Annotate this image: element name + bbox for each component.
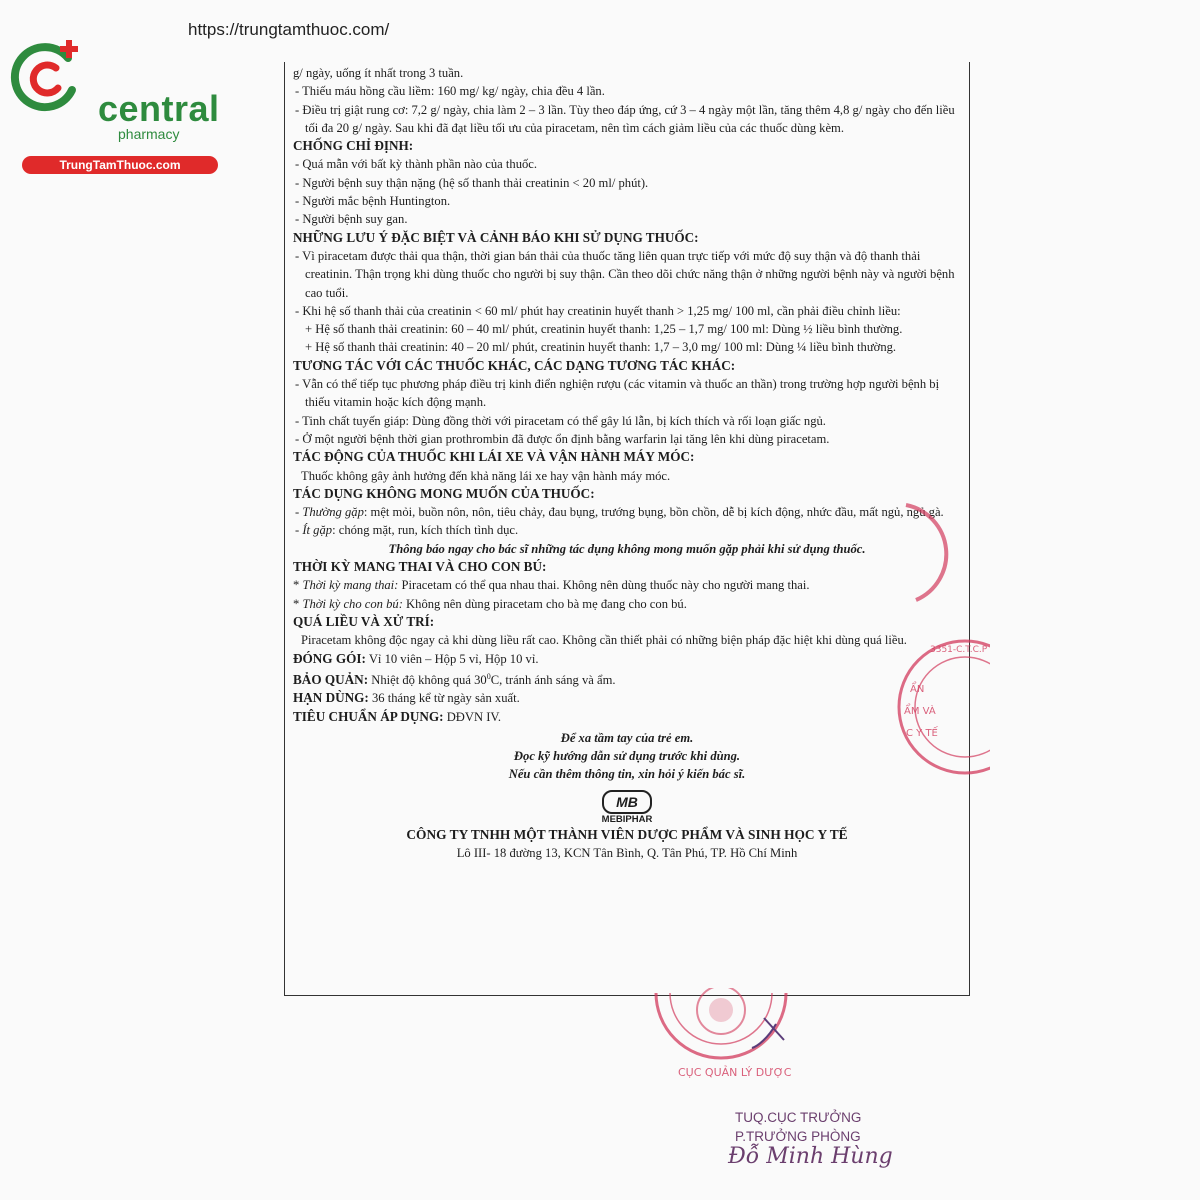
interaction-item: - Vẫn có thể tiếp tục phương pháp điều trị kinh điển nghiện rượu (các vitamin và thuốc an thần) trong trường hợp người bệnh bị thiếu vitamin hoặc kích động mạnh. [295,377,940,410]
company-address: Lô III- 18 đường 13, KCN Tân Bình, Q. Tân Phú, TP. Hồ Chí Minh [456,846,798,861]
notice-line: Nếu cần thêm thông tin, xin hỏi ý kiến bác sĩ. [508,767,746,782]
contraindication-item: - Quá mẫn với bất kỳ thành phần nào của thuốc. [295,157,538,172]
standard-line: TIÊU CHUẨN ÁP DỤNG: DĐVN IV. [293,708,502,724]
interaction-item: - Tinh chất tuyến giáp: Dùng đồng thời với piracetam có thể gây lú lẫn, bị kích thích và rối loạn giấc ngủ. [295,413,826,428]
svg-text:C Y TẾ: C Y TẾ [906,728,938,739]
leaflet-page [284,62,970,996]
company-stamp-icon [880,632,990,782]
mebiphar-logo: MB [293,790,961,814]
pharmacy-logo-icon [10,38,90,118]
section-heading-interactions: TƯƠNG TÁC VỚI CÁC THUỐC KHÁC, CÁC DẠNG TƯƠNG TÁC KHÁC: [293,357,736,373]
shelf-life-line: HẠN DÙNG: 36 tháng kể từ ngày sản xuất. [293,690,520,706]
svg-text:CỤC QUẢN LÝ DƯỢC: CỤC QUẢN LÝ DƯỢC [678,1066,792,1079]
mebiphar-name: MEBIPHAR [601,814,653,826]
lactation-item: * Thời kỳ cho con bú: Không nên dùng piracetam cho bà mẹ đang cho con bú. [293,596,687,611]
side-effect-uncommon: - Ít gặp: chóng mặt, run, kích thích tình dục. [295,523,519,538]
section-heading-pregnancy: THỜI KỲ MANG THAI VÀ CHO CON BÚ: [293,559,547,575]
approval-title: TUQ.CỤC TRƯỞNG [735,1110,862,1125]
contraindication-item: - Người mắc bệnh Huntington. [295,194,451,209]
warning-item: - Khi hệ số thanh thải của creatinin < 60 ml/ phút hay creatinin huyết thanh > 1,25 mg/ 100 ml, cần phải điều chỉnh liều: [295,303,901,318]
contraindication-item: - Người bệnh suy thận nặng (hệ số thanh thải creatinin < 20 ml/ phút). [295,175,649,190]
approval-subtitle: P.TRƯỞNG PHÒNG [735,1129,861,1144]
logo-site-banner: TrungTamThuoc.com [22,156,218,174]
svg-text:ẨN: ẨN [910,684,925,695]
central-pharmacy-logo[interactable] [10,38,220,172]
packaging-line: ĐÓNG GÓI: Vỉ 10 viên – Hộp 5 vỉ, Hộp 10 vỉ. [293,650,539,666]
dosage-line: - Thiếu máu hồng cầu liềm: 160 mg/ kg/ ngày, chia đều 4 lần. [295,84,605,99]
company-name: CÔNG TY TNHH MỘT THÀNH VIÊN DƯỢC PHẨM VÀ SINH HỌC Y TẾ [406,827,848,843]
stamp-arc-icon [896,500,956,610]
contraindication-item: - Người bệnh suy gan. [295,212,408,227]
section-heading-warnings: NHỮNG LƯU Ý ĐẶC BIỆT VÀ CẢNH BÁO KHI SỬ DỤNG THUỐC: [293,229,699,245]
overdose-text: Piracetam không độc ngay cả khi dùng liều rất cao. Không cần thiết phải có những biện pháp đặc hiệt khi dùng quá liều. [301,633,907,648]
agency-stamp-icon [646,988,796,1108]
driving-text: Thuốc không gây ảnh hưởng đến khả năng lái xe hay vận hành máy móc. [301,468,671,483]
dosage-line: - Điều trị giật rung cơ: 7,2 g/ ngày, chia làm 2 – 3 lần. Tùy theo đáp ứng, cứ 3 – 4 ngày một lần, tăng thêm 4,8 g/ ngày cho đến liều tối đa 20 g/ ngày. Sau khi đã đạt liều tối ưu của piracetam, nên tìm cách giảm liều của các thuốc dùng kèm. [295,102,955,135]
source-url[interactable]: https://trungtamthuoc.com/ [188,20,390,39]
dosage-line: g/ ngày, uống ít nhất trong 3 tuần. [293,66,464,80]
approver-signature: Đỗ Minh Hùng [728,1144,893,1169]
side-effect-notice: Thông báo ngay cho bác sĩ những tác dụng không mong muốn gặp phải khi sử dụng thuốc. [388,541,866,556]
warning-subitem: + Hệ số thanh thải creatinin: 60 – 40 ml/ phút, creatinin huyết thanh: 1,25 – 1,7 mg/ 100 ml: Dùng ½ liều bình thường. [305,322,903,337]
section-heading-side-effects: TÁC DỤNG KHÔNG MONG MUỐN CỦA THUỐC: [293,485,595,501]
interaction-item: - Ở một người bệnh thời gian prothrombin đã được ổn định bằng warfarin lại tăng lên khi dùng piracetam. [295,431,830,446]
side-effect-common: - Thường gặp: mệt mỏi, buồn nôn, nôn, tiêu chảy, đau bụng, trướng bụng, bồn chồn, dễ bị kích động, nhức đầu, mất ngủ, ngủ gà. [295,505,944,520]
warning-subitem: + Hệ số thanh thải creatinin: 40 – 20 ml/ phút, creatinin huyết thanh: 1,7 – 3,0 mg/ 100 ml: Dùng ¼ liều bình thường. [305,340,897,355]
section-heading-overdose: QUÁ LIỀU VÀ XỬ TRÍ: [293,613,435,629]
logo-brand-text: central [98,88,220,129]
section-heading-contraindications: CHỐNG CHỈ ĐỊNH: [293,138,414,154]
notice-line: Đọc kỹ hướng dẫn sử dụng trước khi dùng. [513,749,741,764]
section-heading-driving: TÁC ĐỘNG CỦA THUỐC KHI LÁI XE VÀ VẬN HÀNH MÁY MÓC: [293,449,695,465]
svg-text:ẨM VÀ: ẨM VÀ [904,706,936,717]
pregnancy-item: * Thời kỳ mang thai: Piracetam có thể qua nhau thai. Không nên dùng thuốc này cho người mang thai. [293,578,810,593]
approval-block [735,1108,861,1146]
notice-line: Để xa tầm tay của trẻ em. [560,730,694,745]
svg-text:3351-C.T.C.P: 3351-C.T.C.P [930,645,988,655]
warning-item: - Vì piracetam được thải qua thận, thời gian bán thải của thuốc tăng liên quan trực tiếp với mức độ suy thận và độ thanh thải creatinin. Thận trọng khi dùng thuốc cho người bị suy thận. Cần theo dõi chức năng thận ở những người bệnh này và người bệnh cao tuổi. [295,248,955,300]
storage-line: BẢO QUẢN: Nhiệt độ không quá $30^0C$, tránh ánh sáng và ẩm. [293,671,616,687]
logo-sub-text: pharmacy [118,126,180,142]
